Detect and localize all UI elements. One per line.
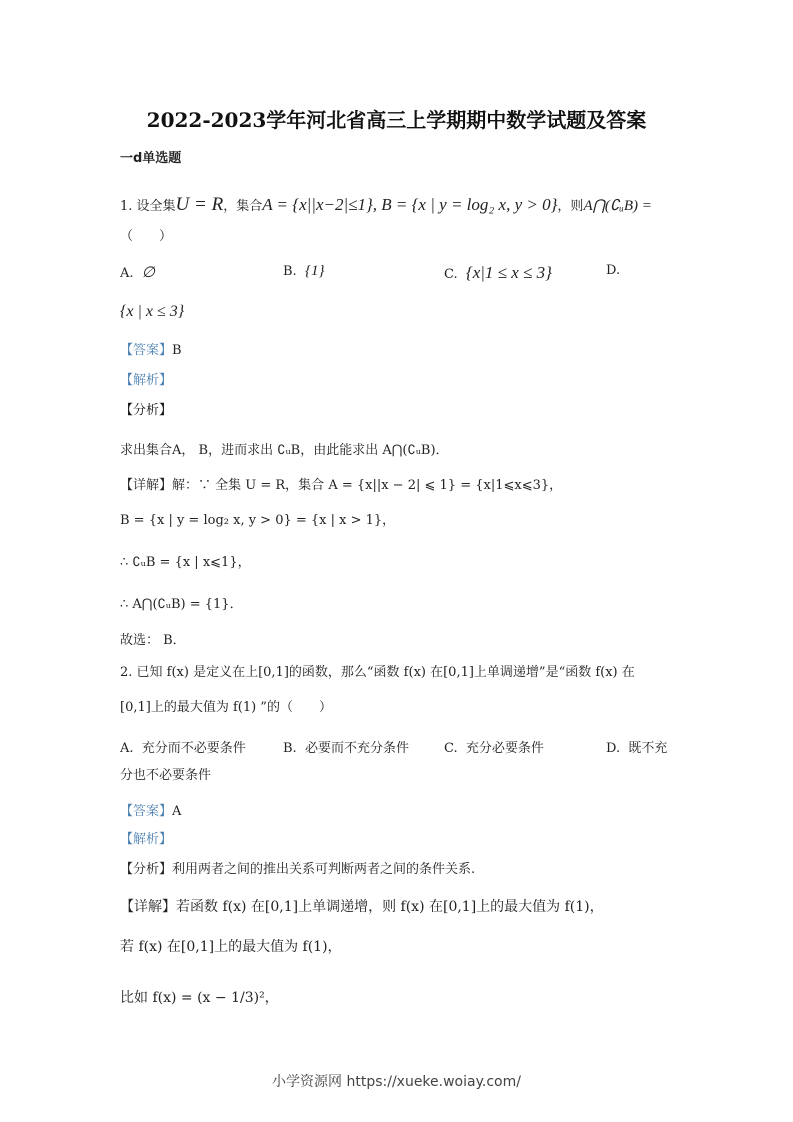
- q1-conclusion: 故选： B．: [120, 633, 186, 648]
- fenxi-text: 利用两者之间的推出关系可判断两者之间的条件关系.: [172, 862, 476, 877]
- q1-jiexi-tag: 【解析】: [120, 373, 173, 388]
- xiangjie-text: 解：∵ 全集 U = R，集合 A = {x||x − 2| ⩽ 1} = {x|1⩽x⩽3}，: [172, 478, 563, 493]
- footer-watermark: 小学资源网 https://xueke.woiay.com/: [272, 1074, 521, 1090]
- q1-then: ，则: [557, 199, 584, 214]
- option-label: B.: [283, 264, 297, 279]
- q1-mid: ，集合: [223, 199, 263, 214]
- xiangjie-text: 若函数 f(x) 在[0,1]上单调递增，则 f(x) 在[0,1]上的最大值为 f(1)，: [176, 899, 604, 915]
- q1-math-sets: A = {x||x−2|≤1}, B = {x | y = log₂ x, y > 0}: [262, 195, 558, 214]
- q1-fenxi-text: 求出集合A， B，进而求出 ∁ᵤB，由此能求出 A⋂(∁ᵤB)．: [120, 443, 449, 458]
- answer-value: B: [172, 343, 182, 358]
- option-label: C.: [444, 267, 458, 282]
- q1-option-c: [444, 263, 552, 283]
- q1-math-universe: U = R: [175, 194, 224, 215]
- answer-tag: 【答案】: [120, 804, 173, 819]
- q2-fenxi: [120, 861, 475, 879]
- xiangjie-tag: 【详解】: [120, 899, 176, 915]
- answer-tag: 【答案】: [120, 343, 173, 358]
- option-value: {1}: [304, 263, 325, 279]
- option-label: A.: [120, 266, 134, 281]
- q2-option-d-cont: 分也不必要条件: [120, 768, 212, 783]
- option-label: D.: [606, 263, 621, 278]
- document-title: 2022-2023学年河北省高三上学期期中数学试题及答案: [146, 108, 647, 132]
- q1-xiangjie-line-4: ∴ A⋂(∁ᵤB) = {1}．: [120, 597, 243, 612]
- q2-option-d: [606, 737, 667, 756]
- q1-answer: [120, 342, 182, 360]
- q2-option-b: [283, 737, 409, 756]
- option-value: 充分必要条件: [465, 741, 544, 756]
- q2-xiangjie-line-2: 若 f(x) 在[0,1]上的最大值为 f(1)，: [120, 939, 342, 955]
- q1-xiangjie-line-2: B = {x | y = log₂ x, y > 0} = {x | x > 1}，: [120, 513, 396, 528]
- question-1-stem: [120, 196, 652, 216]
- section-heading: 一d单选题: [120, 151, 182, 166]
- q1-xiangjie-line-3: ∴ ∁ᵤB = {x | x⩽1}，: [120, 555, 251, 570]
- q1-fenxi-tag: 【分析】: [120, 403, 173, 418]
- q2-xiangjie-line-1: [120, 898, 604, 916]
- q1-option-d-value: {x | x ≤ 3}: [120, 303, 185, 320]
- q1-math-expr: A⋂(∁ᵤB) =: [583, 198, 652, 214]
- q1-prefix: 1. 设全集: [120, 199, 176, 214]
- option-value: 既不充: [628, 741, 668, 756]
- option-value: ∅: [141, 265, 155, 281]
- q1-paren: （ ）: [120, 229, 173, 244]
- fenxi-tag: 【分析】: [120, 862, 173, 877]
- answer-value: A: [172, 804, 182, 819]
- option-label: B.: [283, 741, 297, 756]
- question-2-stem-line-1: 2. 已知 f(x) 是定义在上[0,1]的函数，那么“函数 f(x) 在[0,1]上单调递增”是“函数 f(x) 在: [120, 665, 635, 680]
- q2-option-a: [120, 737, 246, 756]
- q2-answer: [120, 803, 181, 821]
- option-value: 充分而不必要条件: [141, 741, 246, 756]
- question-2-stem-line-2: [0,1]上的最大值为 f(1) ”的（ ）: [120, 700, 332, 715]
- q2-option-c: [444, 737, 544, 756]
- xiangjie-tag: 【详解】: [120, 478, 173, 493]
- q2-jiexi-tag: 【解析】: [120, 832, 173, 847]
- option-value: 必要而不充分条件: [304, 741, 409, 756]
- q2-xiangjie-line-3: 比如 f(x) = (x − 1/3)²，: [120, 990, 279, 1006]
- q1-xiangjie-line-1: [120, 477, 562, 495]
- q1-option-a: [120, 263, 155, 282]
- option-label: D.: [606, 741, 621, 756]
- option-label: C.: [444, 741, 458, 756]
- q1-option-b: [283, 263, 324, 280]
- option-label: A.: [120, 741, 134, 756]
- option-value: {x|1 ≤ x ≤ 3}: [465, 263, 552, 282]
- q1-option-d: [606, 263, 620, 278]
